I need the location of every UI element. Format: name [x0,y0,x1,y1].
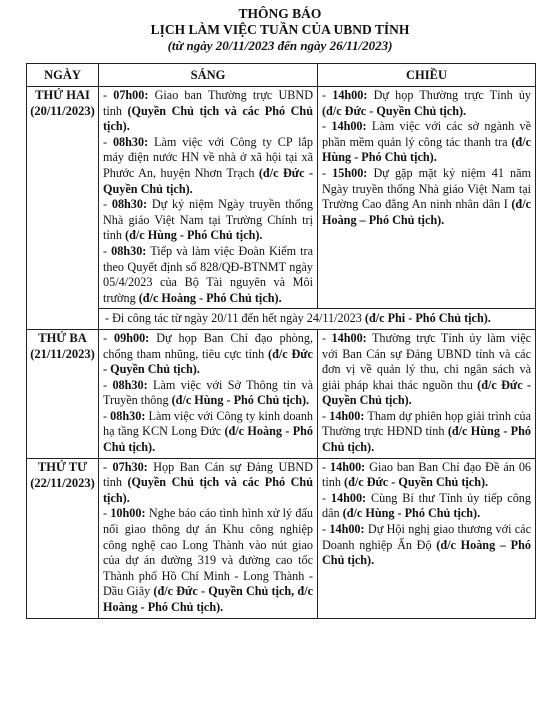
item-person: (đ/c Đức - Quyền Chủ tịch). [344,475,489,490]
note-person: (đ/c Phi - Phó Chủ tịch). [364,311,491,326]
col-header-morning: SÁNG [99,64,318,87]
item-person: (đ/c Đức - Quyền Chủ tịch, đ/c Hoàng - Phó Chủ tịch). [103,584,313,614]
item-time: 10h00: [110,506,146,521]
col-header-day: NGÀY [27,64,99,87]
schedule-item: - 14h00: Giao ban Ban Chỉ đạo Đề án 06 tỉnh (đ/c Đức - Quyền Chủ tịch). [322,459,532,490]
item-text: Làm việc với các sở ngành về phần mềm quản lý công tác thanh tra [322,119,532,149]
afternoon-cell [318,458,536,618]
item-text: Dự Hội nghị giao thương với các Doanh nghiệp Ấn Độ [322,522,531,552]
doc-subtitle: LỊCH LÀM VIỆC TUẦN CỦA UBND TỈNH [150,22,410,37]
item-person: (đ/c Hùng - Phó Chủ tịch). [125,228,263,243]
item-time: 08h30: [112,134,149,149]
item-person: (đ/c Hoàng - Phó Chủ tịch). [103,424,314,455]
item-text: Dự họp Thường trực Tỉnh ủy [373,88,532,102]
item-text: Làm việc với Công ty kinh doanh hạ tầng KCN Long Đức [103,408,314,439]
schedule-item: - 15h00: Dự gặp mặt kỷ niệm 41 năm Ngày truyền thống Nhà giáo Việt Nam tại Trường Cao đẳng An ninh nhân dân I (đ/c Hoàng – Phó Chủ tịch). [322,165,532,227]
item-person: (Quyền Chủ tịch và các Phó Chủ tịch). [103,103,313,134]
schedule-table [26,63,536,619]
item-person: (đ/c Hoàng – Phó Chủ tịch). [322,197,531,227]
document-header [0,0,560,54]
item-time: 14h00: [330,459,366,474]
day-cell [27,329,99,458]
afternoon-cell [318,87,536,309]
item-text: Dự gặp mặt kỷ niệm 41 năm Ngày truyền thống Nhà giáo Việt Nam tại Trường Cao đẳng An ninh nhân dân I [322,165,532,212]
note-cell [99,309,536,330]
item-time: 14h00: [329,522,365,537]
schedule-item: - 14h00: Cùng Bí thư Tỉnh ủy tiếp công dân (đ/c Hùng - Phó Chủ tịch). [322,490,531,521]
schedule-item: - 10h00: Nghe báo cáo tình hình xử lý đấu nối giao thông dự án Khu công nghiệp công nghệ cao Long Thành vào nút giao của dự án đường 319 và đường cao tốc Thành phố Hồ Chí Minh - Long Thành - Dầu Giây (đ/c Đức - Quyền Chủ tịch, đ/c Hoàng - Phó Chủ tịch). [103,506,314,614]
note-text: - Đi công tác từ ngày 20/11 đến hết ngày 24/11/2023 [105,311,365,326]
morning-cell [99,329,318,458]
doc-period: (từ ngày 20/11/2023 đến ngày 26/11/2023) [167,38,393,53]
item-person: (đ/c Hùng - Phó Chủ tịch). [322,134,531,165]
schedule-item: - 08h30: Làm việc với Công ty CP lắp máy điện nước HN về nhà ở xã hội tại xã Phước An, huyện Nhơn Trạch (đ/c Đức - Quyền Chủ tịch). [103,134,314,196]
morning-cell [99,458,318,618]
item-time: 08h30: [111,243,147,258]
day-cell [27,87,99,330]
schedule-item: - 08h30: Làm việc với Công ty kinh doanh hạ tầng KCN Long Đức (đ/c Hoàng - Phó Chủ tịch). [103,408,314,455]
day-date: (22/11/2023) [30,475,95,490]
item-text: Làm việc với Sở Thông tin và Truyền thông [103,377,314,408]
header-row [27,64,536,87]
schedule-item: - 14h00: Dự họp Thường trực Tỉnh ủy (đ/c Đức - Quyền Chủ tịch). [322,88,532,118]
item-person: (đ/c Hoàng - Phó Chủ tịch). [138,290,282,305]
item-time: 08h30: [112,377,148,392]
schedule-item: - 14h00: Làm việc với các sở ngành về phần mềm quản lý công tác thanh tra (đ/c Hùng - Phó Chủ tịch). [322,119,532,165]
item-time: 07h30: [112,459,148,474]
item-person: (đ/c Đức - Quyền Chủ tịch). [322,377,531,408]
day-name: THỨ TƯ [37,459,88,474]
item-person: (đ/c Hùng - Phó Chủ tịch). [322,424,532,455]
item-person: (đ/c Hùng - Phó Chủ tịch). [171,393,310,408]
schedule-item: - 14h00: Tham dự phiên họp giải trình của Thường trực HĐND tỉnh (đ/c Hùng - Phó Chủ tịch). [322,408,532,455]
item-text: Họp Ban Cán sự Đảng UBND tỉnh [103,459,313,490]
item-text: Tiếp và làm việc Đoàn Kiểm tra theo Quyết định số 828/QĐ-BTNMT ngày 05/4/2023 của Bộ Tài nguyên và Môi trường [103,243,313,305]
item-text: Dự kỷ niệm Ngày truyền thống Nhà giáo Việt Nam tại Trường Chính trị tỉnh [103,197,313,243]
item-time: 08h30: [111,197,148,212]
schedule-item: - 09h00: Dự họp Ban Chỉ đạo phòng, chống tham nhũng, tiêu cực tỉnh (đ/c Đức - Quyền Chủ tịch). [103,330,313,377]
schedule-item: - 08h30: Làm việc với Sở Thông tin và Truyền thông (đ/c Hùng - Phó Chủ tịch). [103,377,314,408]
day-date: (20/11/2023) [30,104,95,118]
item-time: 09h00: [114,330,150,345]
item-time: 14h00: [332,88,368,102]
item-person: (đ/c Hoàng – Phó Chủ tịch). [322,537,532,568]
schedule-item: - 08h30: Dự kỷ niệm Ngày truyền thống Nhà giáo Việt Nam tại Trường Chính trị tỉnh (đ/c Hùng - Phó Chủ tịch). [103,197,313,243]
note-row [27,309,536,330]
day-row [27,87,536,309]
item-text: Làm việc với Công ty CP lắp máy điện nước HN về nhà ở xã hội tại xã Phước An, huyện Nhơn Trạch [103,134,314,180]
day-row [27,329,536,458]
day-name: THỨ HAI [35,88,90,102]
schedule-item: - 08h30: Tiếp và làm việc Đoàn Kiểm tra theo Quyết định số 828/QĐ-BTNMT ngày 05/4/2023 của Bộ Tài nguyên và Môi trường (đ/c Hoàng - Phó Chủ tịch). [103,243,313,305]
item-time: 14h00: [331,330,367,345]
schedule-item: - 14h00: Thường trực Tỉnh ủy làm việc với Ban Cán sự Đảng UBND tỉnh và các đơn vị về quản lý thu, chi ngân sách và giải pháp khai thác nguồn thu (đ/c Đức - Quyền Chủ tịch). [322,330,532,408]
day-row [27,458,536,618]
item-person: (đ/c Đức - Quyền Chủ tịch). [103,346,313,377]
schedule-item: - 07h00: Giao ban Thường trực UBND tỉnh (Quyền Chủ tịch và các Phó Chủ tịch). [103,88,314,134]
item-person: (đ/c Hùng - Phó Chủ tịch). [342,506,481,521]
afternoon-cell [318,329,536,458]
item-text: Giao ban Ban Chỉ đạo Đề án 06 tỉnh [322,459,532,490]
item-time: 14h00: [331,119,367,134]
item-time: 15h00: [332,165,368,180]
item-text: Dự họp Ban Chỉ đạo phòng, chống tham nhũng, tiêu cực tỉnh [103,330,313,361]
item-person: (đ/c Đức - Quyền Chủ tịch). [322,103,467,118]
morning-cell [99,87,318,309]
item-text: Tham dự phiên họp giải trình của Thường trực HĐND tỉnh [322,408,531,439]
item-time: 08h30: [110,408,146,423]
item-person: (đ/c Đức - Quyền Chủ tịch). [103,165,314,196]
item-time: 14h00: [330,490,367,505]
item-person: (Quyền Chủ tịch và các Phó Chủ tịch). [103,475,313,505]
item-text: Thường trực Tỉnh ủy làm việc với Ban Cán sự Đảng UBND tỉnh và các đơn vị về quản lý thu, chi ngân sách và giải pháp khai thác nguồn thu [322,330,532,392]
doc-title: THÔNG BÁO [238,6,322,21]
item-text: Cùng Bí thư Tỉnh ủy tiếp công dân [322,490,531,521]
item-time: 14h00: [329,408,365,423]
day-name: THỨ BA [38,330,87,345]
item-text: Nghe báo cáo tình hình xử lý đấu nối giao thông dự án Khu công nghiệp công nghệ cao Long Thành vào nút giao của dự án đường 319 và đường cao tốc Thành phố Hồ Chí Minh - Long Thành - Dầu Giây [103,506,314,599]
item-text: Giao ban Thường trực UBND tỉnh [103,88,314,118]
schedule-item: - 14h00: Dự Hội nghị giao thương với các Doanh nghiệp Ấn Độ (đ/c Hoàng – Phó Chủ tịch). [322,522,532,568]
day-date: (21/11/2023) [30,346,95,361]
schedule-item: - 07h30: Họp Ban Cán sự Đảng UBND tỉnh (Quyền Chủ tịch và các Phó Chủ tịch). [103,459,313,505]
col-header-afternoon: CHIỀU [318,64,536,87]
day-cell [27,458,99,618]
item-time: 07h00: [113,88,149,102]
